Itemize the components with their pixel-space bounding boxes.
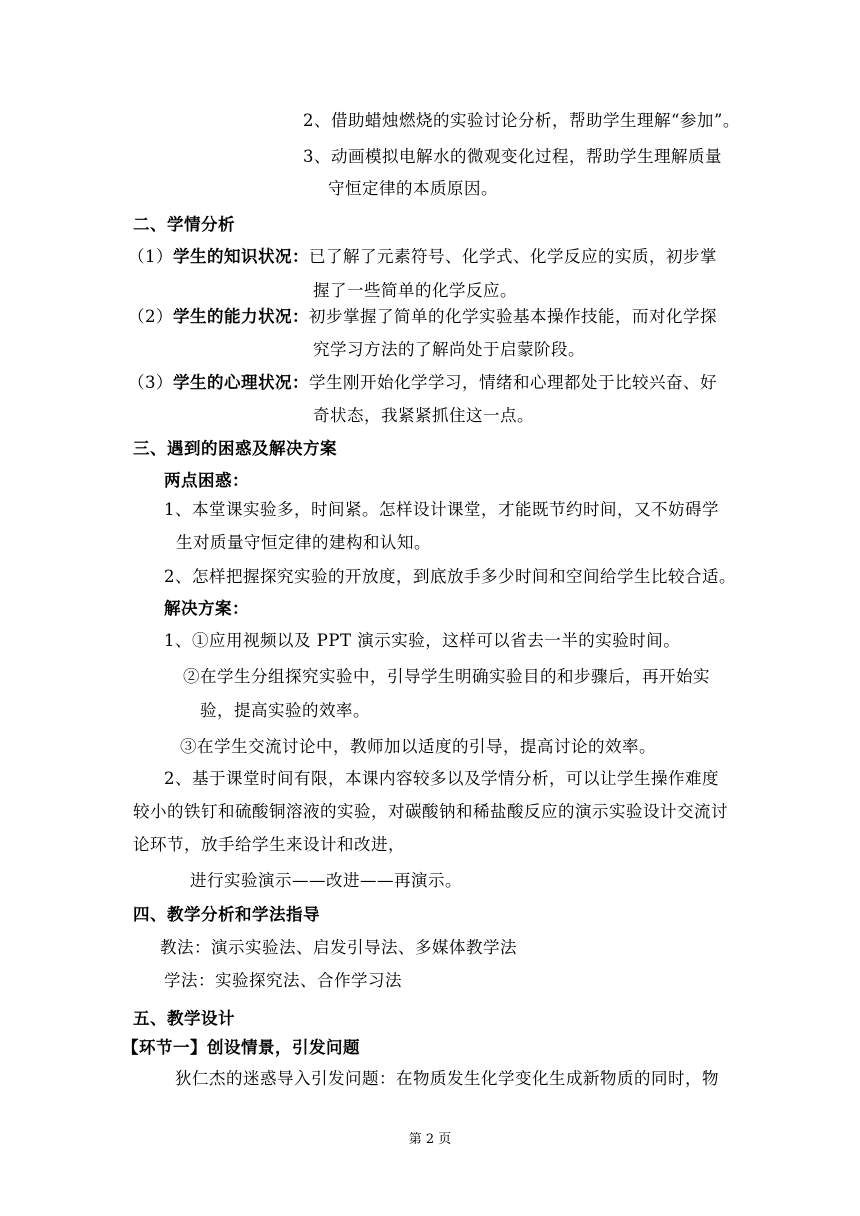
item-label: 学生的能力状况： (173, 307, 309, 326)
text-line (128, 306, 717, 328)
item-text: 已了解了元素符号、化学式、化学反应的实质，初步掌 (309, 247, 717, 266)
sub-heading: 两点困惑： (164, 471, 249, 490)
text-line: 守恒定律的本质原因。 (328, 179, 498, 198)
text-line: 究学习方法的了解尚处于启蒙阶段。 (313, 340, 585, 359)
text-line: 3、动画模拟电解水的微观变化过程，帮助学生理解质量 (303, 147, 722, 166)
section-heading: 四、教学分析和学法指导 (133, 905, 320, 924)
section-heading: 三、遇到的困惑及解决方案 (133, 439, 337, 458)
text-line: 1、本堂课实验多，时间紧。怎样设计课堂，才能既节约时间，又不妨碍学 (164, 500, 719, 519)
subsection-heading: 【环节一】创设情景，引发问题 (122, 1038, 360, 1057)
item-label: 学生的知识状况： (173, 247, 309, 266)
item-text: 学生刚开始化学学习，情绪和心理都处于比较兴奋、好 (309, 373, 717, 392)
item-label: 学生的心理状况： (173, 373, 309, 392)
text-line: 论环节，放手给学生来设计和改进， (133, 835, 405, 854)
text-line: 1、①应用视频以及 PPT 演示实验，这样可以省去一半的实验时间。 (164, 631, 681, 650)
text-line: ③在学生交流讨论中，教师加以适度的引导，提高讨论的效率。 (180, 737, 656, 756)
text-line: ②在学生分组探究实验中，引导学生明确实验目的和步骤后，再开始实 (183, 667, 710, 686)
item-text: 初步掌握了简单的化学实验基本操作技能，而对化学探 (309, 307, 717, 326)
text-line (128, 246, 717, 268)
text-line: 进行实验演示——改进——再演示。 (190, 871, 462, 890)
section-heading: 五、教学设计 (133, 1009, 235, 1028)
text-line (128, 372, 717, 394)
text-line: 验，提高实验的效率。 (200, 701, 370, 720)
sub-heading: 解决方案： (164, 599, 249, 618)
text-line: 奇状态，我紧紧抓住这一点。 (313, 406, 534, 425)
text-line: 2、怎样把握探究实验的开放度，到底放手多少时间和空间给学生比较合适。 (164, 567, 736, 586)
text-line: 握了一些简单的化学反应。 (313, 281, 517, 300)
section-heading: 二、学情分析 (133, 215, 235, 234)
text-line: 教法：演示实验法、启发引导法、多媒体教学法 (160, 938, 517, 957)
text-line: 狄仁杰的迷惑导入引发问题：在物质发生化学变化生成新物质的同时，物 (175, 1069, 719, 1088)
text-line: 生对质量守恒定律的建构和认知。 (176, 533, 431, 552)
item-prefix: （3） (128, 373, 173, 392)
page-number: 第 2 页 (408, 1132, 452, 1147)
text-line: 2、借助蜡烛燃烧的实验讨论分析，帮助学生理解“参加”。 (303, 111, 740, 130)
text-line: 学法：实验探究法、合作学习法 (164, 971, 402, 990)
text-line: 较小的铁钉和硫酸铜溶液的实验，对碳酸钠和稀盐酸反应的演示实验设计交流讨 (133, 802, 728, 821)
text-line: 2、基于课堂时间有限，本课内容较多以及学情分析，可以让学生操作难度 (164, 769, 719, 788)
item-prefix: （2） (128, 307, 173, 326)
item-prefix: （1） (128, 247, 173, 266)
